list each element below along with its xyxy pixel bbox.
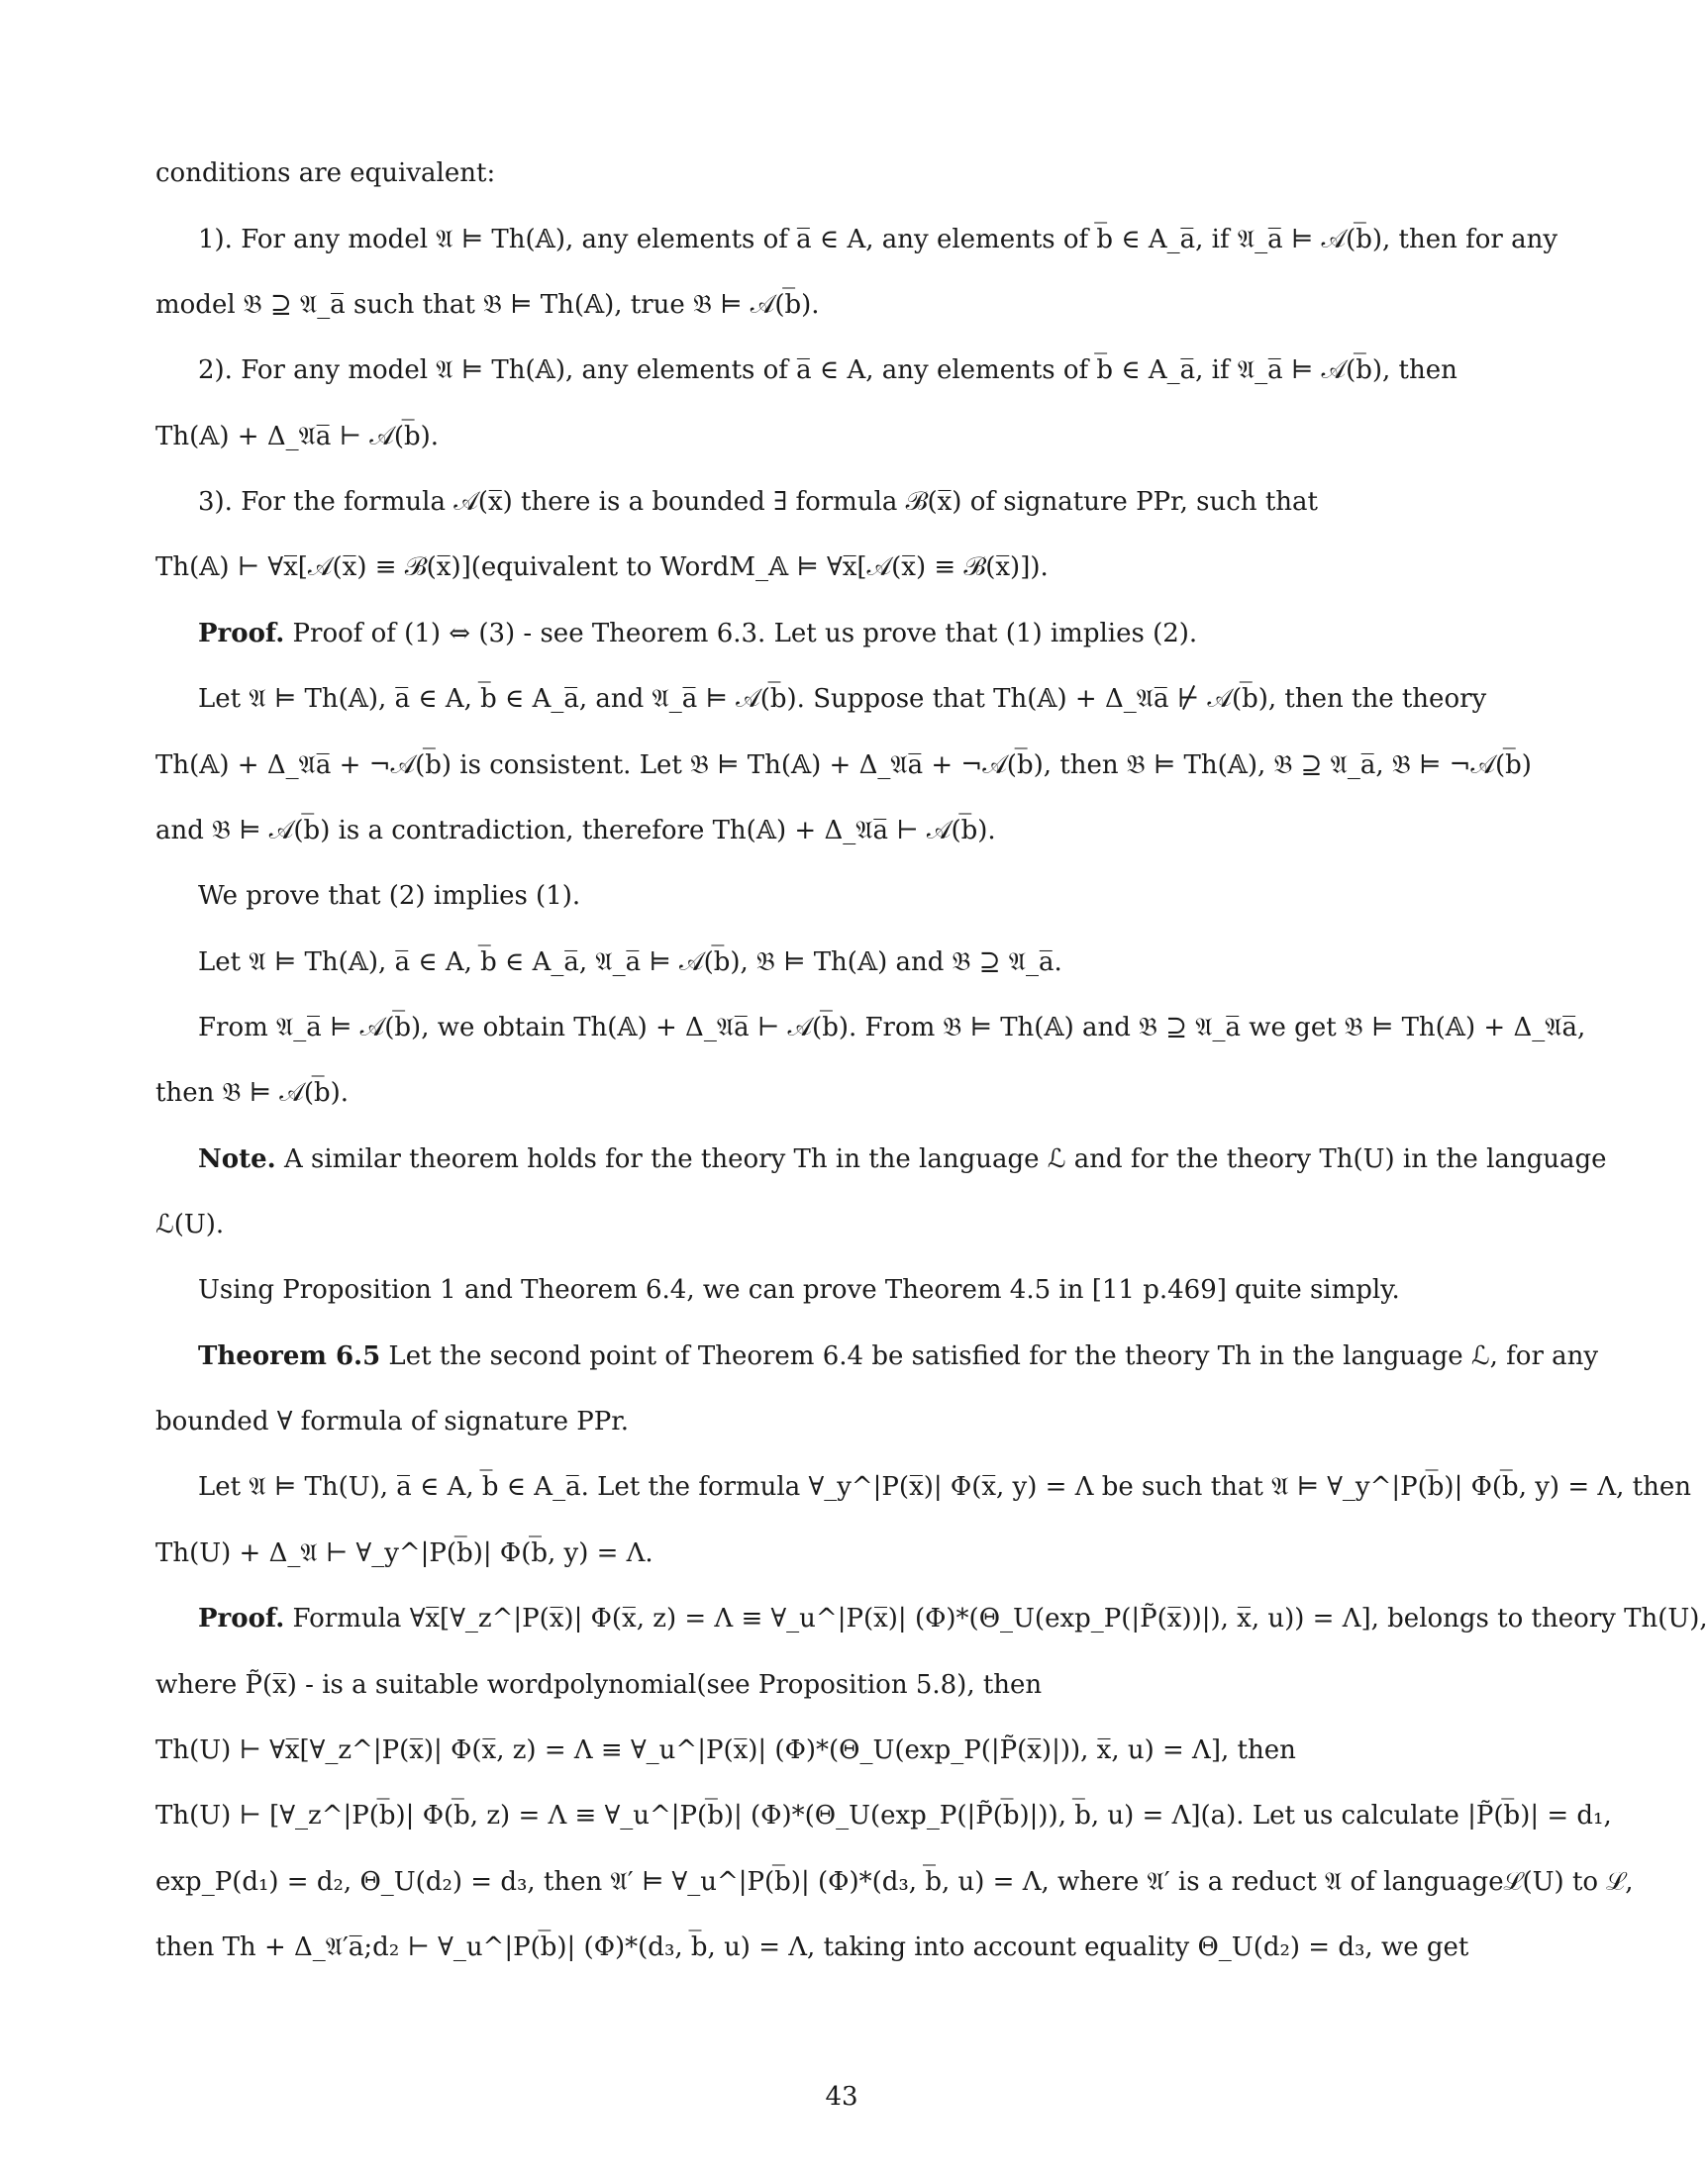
note-paragraph: Note. A similar theorem holds for the theory Th in the language ℒ and for the theory Th(U) in the language — [198, 1144, 1607, 1174]
text-line: then Th + Δ_𝔄′a̅;d₂ ⊢ ∀_u^|P(b̅)| (Φ)*(d₃, b̅, u) = Λ, taking into account equality Θ_U(d₂) = d₃, we get — [155, 1932, 1469, 1962]
text-line: Using Proposition 1 and Theorem 6.4, we can prove Theorem 4.5 in [11 p.469] quite simply. — [198, 1275, 1400, 1305]
text-line: Th(U) ⊢ [∀_z^|P(b̅)| Φ(b̅, z) = Λ ≡ ∀_u^|P(b̅)| (Φ)*(Θ_U(exp_P(|P̃(b̅)|)), b̅, u) = Λ](a). Let us calculate |P̃(b̅)| = d₁, — [155, 1801, 1612, 1831]
text-line: conditions are equivalent: — [155, 158, 496, 188]
text-line: Th(U) ⊢ ∀x̅[∀_z^|P(x̅)| Φ(x̅, z) = Λ ≡ ∀_u^|P(x̅)| (Φ)*(Θ_U(exp_P(|P̃(x̅)|)), x̅, u) = Λ], then — [155, 1735, 1296, 1765]
text-line: From 𝔄_a̅ ⊨ 𝒜(b̅), we obtain Th(𝔸) + Δ_𝔄a̅ ⊢ 𝒜(b̅). From 𝔅 ⊨ Th(𝔸) and 𝔅 ⊇ 𝔄_a̅ we get 𝔅 ⊨ Th(𝔸) + Δ_𝔄a̅, — [198, 1013, 1586, 1042]
text-line: and 𝔅 ⊨ 𝒜(b̅) is a contradiction, therefore Th(𝔸) + Δ_𝔄a̅ ⊢ 𝒜(b̅). — [155, 816, 996, 845]
proof-heading: Proof. Proof of (1) ⇔ (3) - see Theorem 6.3. Let us prove that (1) implies (2). — [198, 619, 1198, 648]
text-line: exp_P(d₁) = d₂, Θ_U(d₂) = d₃, then 𝔄′ ⊨ ∀_u^|P(b̅)| (Φ)*(d₃, b̅, u) = Λ, where 𝔄′ is a reduct 𝔄 of languageℒ(U) to ℒ, — [155, 1867, 1634, 1897]
text-line: bounded ∀ formula of signature PPr. — [155, 1407, 630, 1436]
condition-3: 3). For the formula 𝒜(x̅) there is a bounded ∃ formula ℬ(x̅) of signature PPr, such that — [198, 487, 1318, 517]
text-line: Let 𝔄 ⊨ Th(U), a̅ ∈ A, b̅ ∈ A_a̅. Let the formula ∀_y^|P(x̅)| Φ(x̅, y) = Λ be such that 𝔄 ⊨ ∀_y^|P(b̅)| Φ(b̅, y) = Λ, then — [198, 1472, 1692, 1502]
text-line: where P̃(x̅) - is a suitable wordpolynomial(see Proposition 5.8), then — [155, 1670, 1043, 1700]
text-line: then 𝔅 ⊨ 𝒜(b̅). — [155, 1078, 350, 1108]
theorem-heading: Theorem 6.5 Let the second point of Theorem 6.4 be satisfied for the theory Th in the language ℒ, for any — [198, 1341, 1599, 1371]
text-line: Th(𝔸) + Δ_𝔄a̅ + ¬𝒜(b̅) is consistent. Let 𝔅 ⊨ Th(𝔸) + Δ_𝔄a̅ + ¬𝒜(b̅), then 𝔅 ⊨ Th(𝔸), 𝔅 ⊇ 𝔄_a̅, 𝔅 ⊨ ¬𝒜(b̅) — [155, 750, 1532, 780]
text-line: Let 𝔄 ⊨ Th(𝔸), a̅ ∈ A, b̅ ∈ A_a̅, 𝔄_a̅ ⊨ 𝒜(b̅), 𝔅 ⊨ Th(𝔸) and 𝔅 ⊇ 𝔄_a̅. — [198, 947, 1062, 977]
text-line: Let 𝔄 ⊨ Th(𝔸), a̅ ∈ A, b̅ ∈ A_a̅, and 𝔄_a̅ ⊨ 𝒜(b̅). Suppose that Th(𝔸) + Δ_𝔄a̅ ⊬ 𝒜(b̅), then the theory — [198, 684, 1487, 714]
text-line: We prove that (2) implies (1). — [198, 881, 581, 911]
text-line: Th(U) + Δ_𝔄 ⊢ ∀_y^|P(b̅)| Φ(b̅, y) = Λ. — [155, 1538, 653, 1568]
condition-2: 2). For any model 𝔄 ⊨ Th(𝔸), any elements of a̅ ∈ A, any elements of b̅ ∈ A_a̅, if 𝔄_a̅ ⊨ 𝒜(b̅), then — [198, 355, 1457, 385]
page-number: 43 — [825, 2082, 858, 2112]
text-line: Th(𝔸) ⊢ ∀x̅[𝒜(x̅) ≡ ℬ(x̅)](equivalent to WordM_𝔸 ⊨ ∀x̅[𝒜(x̅) ≡ ℬ(x̅)]). — [155, 552, 1049, 582]
text-line: model 𝔅 ⊇ 𝔄_a̅ such that 𝔅 ⊨ Th(𝔸), true 𝔅 ⊨ 𝒜(b̅). — [155, 290, 820, 320]
text-line: ℒ(U). — [155, 1210, 225, 1239]
condition-1: 1). For any model 𝔄 ⊨ Th(𝔸), any elements of a̅ ∈ A, any elements of b̅ ∈ A_a̅, if 𝔄_a̅ ⊨ 𝒜(b̅), then for any — [198, 225, 1558, 254]
proof-heading: Proof. Formula ∀x̅[∀_z^|P(x̅)| Φ(x̅, z) = Λ ≡ ∀_u^|P(x̅)| (Φ)*(Θ_U(exp_P(|P̃(x̅))|), x̅, u)) = Λ], belongs to theory Th(U), — [198, 1604, 1708, 1634]
text-line: Th(𝔸) + Δ_𝔄a̅ ⊢ 𝒜(b̅). — [155, 422, 440, 451]
